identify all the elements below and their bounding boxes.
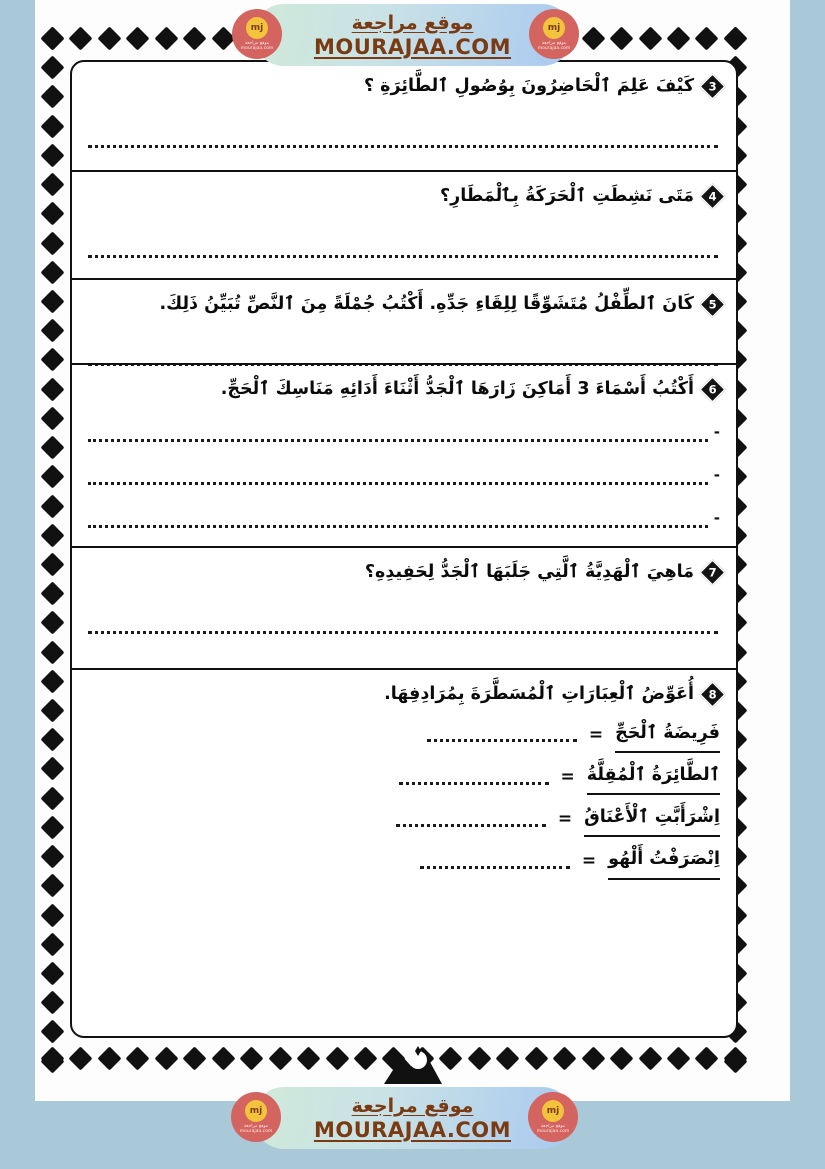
question-number: 8 [708, 686, 717, 701]
logo-mark-icon: mj [246, 17, 268, 39]
border-diamond [40, 582, 64, 606]
watermark-arabic-text: موقع مراجعة [351, 11, 474, 34]
question-text: أُعَوِّضُ ٱلْعِبَارَاتِ ٱلْمُسَطَّرَةَ بِمُرَادِفِهَا. [384, 684, 694, 704]
border-diamond [40, 991, 64, 1015]
question-header [72, 172, 736, 216]
border-diamond [40, 757, 64, 781]
border-diamond [40, 377, 64, 401]
watermark-arabic-text: موقع مراجعة [351, 1094, 474, 1117]
logo-caption: موقع مراجعة mourajaa.com [240, 40, 274, 51]
border-diamond [40, 699, 64, 723]
question-number: 4 [708, 188, 717, 203]
question-header [72, 280, 736, 324]
answer-blank[interactable] [396, 812, 546, 827]
logo-caption: موقع مراجعة mourajaa.com [239, 1123, 273, 1134]
watermark-pill [253, 1087, 573, 1149]
logo-mark-icon: mj [543, 17, 565, 39]
border-diamond [40, 436, 64, 460]
border-diamond [40, 406, 64, 430]
watermark-pill [253, 4, 573, 66]
question-number: 6 [708, 381, 717, 396]
border-diamond [40, 961, 64, 985]
watermark-site-url: MOURAJAA.COM [313, 1117, 512, 1142]
border-diamond [40, 669, 64, 693]
question-number: 7 [708, 564, 717, 579]
equals-sign: = [557, 809, 573, 830]
question-number: 5 [708, 296, 717, 311]
border-diamond [40, 932, 64, 956]
border-diamond [40, 289, 64, 313]
watermark-top [0, 0, 825, 70]
question-number-badge [699, 559, 726, 586]
border-diamond [40, 114, 64, 138]
border-diamond [40, 552, 64, 576]
border-diamond [40, 173, 64, 197]
answer-line[interactable] [88, 618, 718, 634]
answer-line[interactable] [88, 426, 708, 442]
border-diamond [40, 728, 64, 752]
border-diamond [40, 611, 64, 635]
answer-line[interactable] [88, 242, 718, 258]
list-dash-marker: - [713, 508, 720, 527]
border-diamond [40, 815, 64, 839]
synonym-row [72, 798, 736, 840]
border-diamond [40, 640, 64, 664]
logo-mark-icon: mj [245, 1100, 267, 1122]
border-diamond [40, 319, 64, 343]
watermark-site-url: MOURAJAA.COM [313, 34, 512, 59]
question-header [72, 548, 736, 592]
question-number: 3 [708, 78, 717, 93]
list-dash-marker: - [713, 465, 720, 484]
answer-line-row [88, 508, 720, 528]
border-diamond [40, 874, 64, 898]
question-number-badge [699, 183, 726, 210]
answer-line[interactable] [88, 469, 708, 485]
question-number-badge [699, 291, 726, 318]
question-text: كَانَ ٱلطِّفْلُ مُتَشَوِّقًا لِلِقَاءِ جَدِّهِ. أَكْتُبُ جُمْلَةً مِنَ ٱلنَّصِّ تُبَيِّنُ ذَلِكَ. [159, 294, 694, 314]
underlined-phrase: اِنْصَرَفْتُ أَلْهُو [608, 843, 720, 879]
border-diamond [40, 1020, 64, 1044]
question-section [72, 278, 736, 363]
question-text: مَاهِيَ ٱلْهَدِيَّةُ ٱلَّتِي جَلَبَهَا ٱلْجَدُّ لِحَفِيدِهِ؟ [364, 562, 694, 582]
border-diamond [40, 143, 64, 167]
logo-caption: موقع مراجعة mourajaa.com [537, 40, 571, 51]
question-section [72, 170, 736, 278]
worksheet-box [70, 60, 738, 1038]
logo-badge-bottom-right [528, 1092, 578, 1142]
border-diamond [40, 85, 64, 109]
border-diamond [40, 465, 64, 489]
watermark-bottom [0, 1083, 825, 1153]
question-text: أَكْتُبُ أَسْمَاءَ 3 أَمَاكِنَ زَارَهَا ٱلْجَدُّ أَثْنَاءَ أَدَائِهِ مَنَاسِكَ ٱلْحَجِّ. [220, 379, 694, 399]
question-section [72, 363, 736, 546]
question-text: مَتَى نَشِطَتِ ٱلْحَرَكَةُ بِٱلْمَطَارِ؟ [440, 186, 694, 206]
logo-badge-top-left [232, 9, 282, 59]
equals-sign: = [560, 766, 575, 787]
question-section [72, 62, 736, 170]
question-header [72, 365, 736, 409]
answer-blank[interactable] [420, 854, 570, 869]
synonym-row [72, 840, 736, 882]
question-text: كَيْفَ عَلِمَ ٱلْحَاضِرُونَ بِوُصُولِ ٱلطَّائِرَةِ ؟ [363, 76, 694, 96]
answer-blank[interactable] [399, 770, 549, 785]
question-number-badge [699, 73, 726, 100]
border-diamond [40, 903, 64, 927]
question-section [72, 546, 736, 668]
border-diamond [40, 845, 64, 869]
logo-badge-bottom-left [231, 1092, 281, 1142]
logo-mark-icon: mj [542, 1100, 564, 1122]
answer-blank[interactable] [427, 727, 577, 742]
question-number-badge [699, 681, 726, 708]
logo-badge-top-right [529, 9, 579, 59]
underlined-phrase: ٱلطَّائِرَةُ ٱلْمُقِلَّةُ [587, 759, 720, 795]
equals-sign: = [581, 851, 597, 872]
logo-caption: موقع مراجعة mourajaa.com [536, 1123, 570, 1134]
list-dash-marker: - [713, 422, 720, 441]
synonym-row [72, 714, 736, 756]
border-diamond [40, 786, 64, 810]
question-header [72, 670, 736, 714]
border-diamond [40, 202, 64, 226]
answer-line-row [88, 465, 720, 485]
border-diamond [40, 348, 64, 372]
footer-silhouette-icon [0, 1042, 825, 1084]
border-diamond [40, 260, 64, 284]
underlined-phrase: اِشْرَأَبَّتِ ٱلْأَعْنَاقُ [584, 801, 720, 837]
synonym-row [72, 756, 736, 798]
answer-line[interactable] [88, 132, 718, 148]
question-number-badge [699, 376, 726, 403]
answer-line-row [88, 422, 720, 442]
border-diamond [40, 523, 64, 547]
question-section [72, 668, 736, 883]
answer-line[interactable] [88, 512, 708, 528]
equals-sign: = [588, 724, 604, 745]
border-diamonds-left [44, 30, 61, 1070]
underlined-phrase: فَرِيضَةُ ٱلْحَجِّ [615, 717, 720, 753]
border-diamond [40, 231, 64, 255]
border-diamond [40, 494, 64, 518]
